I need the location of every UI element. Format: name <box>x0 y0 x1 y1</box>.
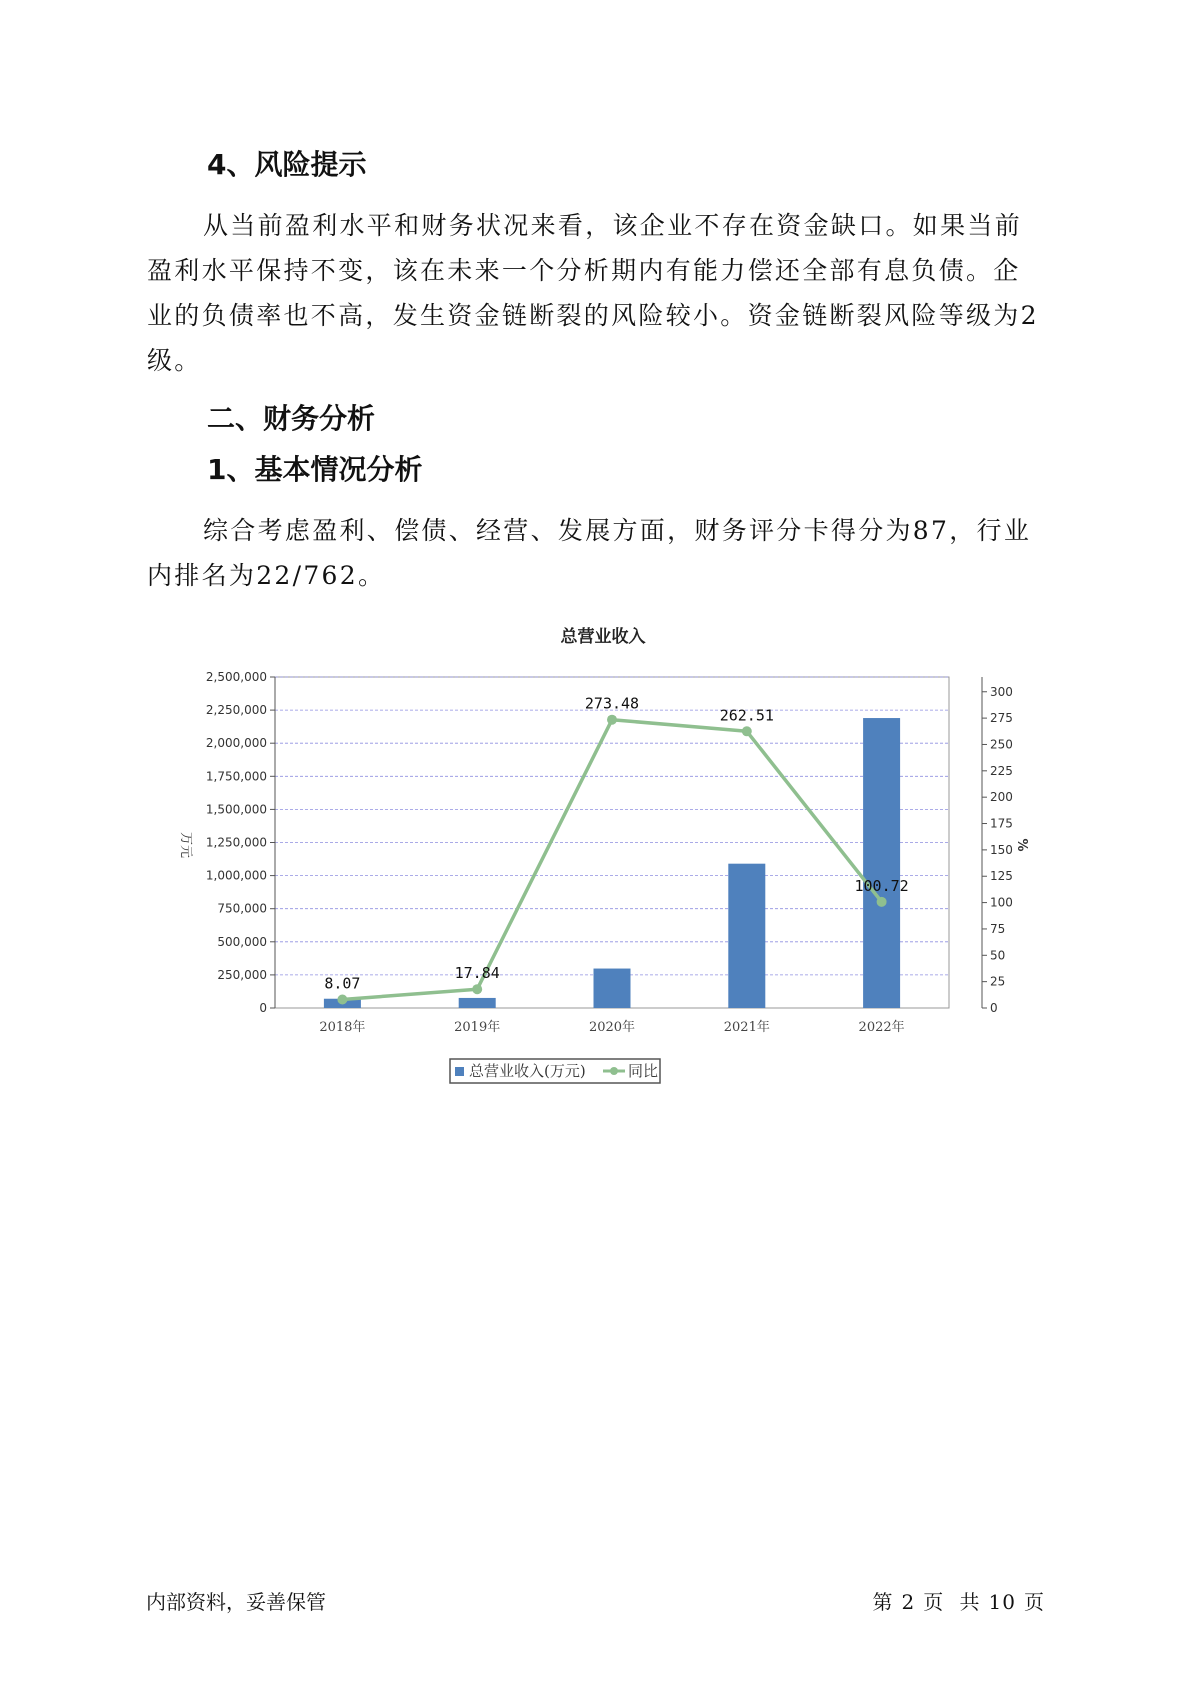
left-tick-label: 1,750,000 <box>205 769 267 784</box>
page-total: 10 <box>988 1590 1016 1614</box>
line-series <box>324 695 908 1005</box>
revenue-bar <box>594 969 631 1008</box>
left-tick-label: 2,500,000 <box>205 670 267 684</box>
left-tick-label: 0 <box>259 1001 267 1015</box>
right-tick-label: 50 <box>990 948 1006 963</box>
right-tick-label: 100 <box>990 895 1013 910</box>
chart-legend <box>450 1059 660 1083</box>
paragraph-line: 级。 <box>147 346 202 375</box>
yoy-data-label: 273.48 <box>584 694 640 713</box>
revenue-bar <box>728 864 765 1008</box>
left-tick-label: 2,000,000 <box>205 736 267 751</box>
paragraph-line: 盈利水平保持不变，该在未来一个分析期内有能力偿还全部有息负债。企 <box>147 256 1021 285</box>
page-total-prefix: 共 <box>959 1590 981 1614</box>
heading-basic-analysis: 1、基本情况分析 <box>207 453 423 486</box>
page-suffix: 页 <box>1024 1590 1045 1614</box>
legend-line-marker <box>610 1067 618 1075</box>
page-current: 2 <box>901 1590 916 1614</box>
right-axis <box>982 677 1013 1015</box>
paragraph-line: 综合考虑盈利、偿债、经营、发展方面，财务评分卡得分为87，行业 <box>203 516 1032 545</box>
revenue-bar <box>459 998 496 1008</box>
x-tick-label: 2018年 <box>319 1020 366 1035</box>
right-tick-label: 175 <box>990 816 1013 831</box>
yoy-data-label: 17.84 <box>454 964 500 983</box>
left-tick-label: 500,000 <box>217 934 267 949</box>
left-axis <box>206 670 275 1015</box>
paragraph-risk-warning <box>147 203 1050 383</box>
right-tick-label: 0 <box>990 1001 998 1015</box>
right-tick-label: 300 <box>990 684 1013 699</box>
heading-financial-analysis: 二、财务分析 <box>207 402 376 435</box>
chart-title: 总营业收入 <box>560 627 646 647</box>
revenue-bar <box>863 718 900 1008</box>
legend-line-label: 同比 <box>628 1062 659 1080</box>
heading-risk-warning: 4、风险提示 <box>207 148 367 181</box>
x-tick-label: 2019年 <box>454 1020 501 1035</box>
right-tick-label: 275 <box>990 711 1013 726</box>
left-tick-label: 1,250,000 <box>205 835 267 850</box>
bar-series <box>324 718 900 1008</box>
x-axis <box>319 1019 904 1035</box>
footer-confidential: 内部资料，妥善保管 <box>146 1590 326 1614</box>
left-axis-label: 万元 <box>178 831 193 859</box>
right-tick-label: 200 <box>990 790 1013 805</box>
right-axis-label: % <box>1014 838 1029 852</box>
page-prefix: 第 <box>872 1590 894 1614</box>
left-tick-label: 1,000,000 <box>205 868 267 883</box>
right-tick-label: 225 <box>990 763 1013 778</box>
x-tick-label: 2022年 <box>858 1020 905 1035</box>
left-tick-label: 2,250,000 <box>205 703 267 718</box>
yoy-point <box>472 984 482 994</box>
right-tick-label: 75 <box>990 921 1006 936</box>
left-tick-label: 750,000 <box>217 901 267 916</box>
revenue-chart <box>160 615 1040 1085</box>
x-tick-label: 2021年 <box>723 1020 770 1035</box>
paragraph-line: 业的负债率也不高，发生资金链断裂的风险较小。资金链断裂风险等级为2 <box>147 301 1039 330</box>
paragraph-line: 从当前盈利水平和财务状况来看，该企业不存在资金缺口。如果当前 <box>203 211 1023 240</box>
yoy-point <box>607 715 617 725</box>
paragraph-line: 内排名为22/762。 <box>147 561 386 590</box>
yoy-point <box>337 994 347 1004</box>
legend-bar-label: 总营业收入(万元) <box>469 1062 586 1080</box>
yoy-data-label: 262.51 <box>719 706 774 725</box>
yoy-data-label: 100.72 <box>854 876 909 895</box>
yoy-point <box>877 897 887 907</box>
x-tick-label: 2020年 <box>588 1020 636 1035</box>
left-tick-label: 1,500,000 <box>205 802 267 817</box>
right-tick-label: 250 <box>990 737 1013 752</box>
legend-bar-swatch <box>455 1067 464 1076</box>
yoy-point <box>742 726 752 736</box>
yoy-line <box>342 720 881 1000</box>
right-tick-label: 25 <box>990 974 1006 989</box>
right-tick-label: 125 <box>990 869 1013 884</box>
right-tick-label: 150 <box>990 842 1013 857</box>
left-tick-label: 250,000 <box>217 967 267 982</box>
page-mid: 页 <box>923 1590 945 1614</box>
paragraph-basic-analysis <box>147 508 1050 598</box>
footer-page-number <box>868 1586 1049 1615</box>
yoy-data-label: 8.07 <box>324 974 361 993</box>
